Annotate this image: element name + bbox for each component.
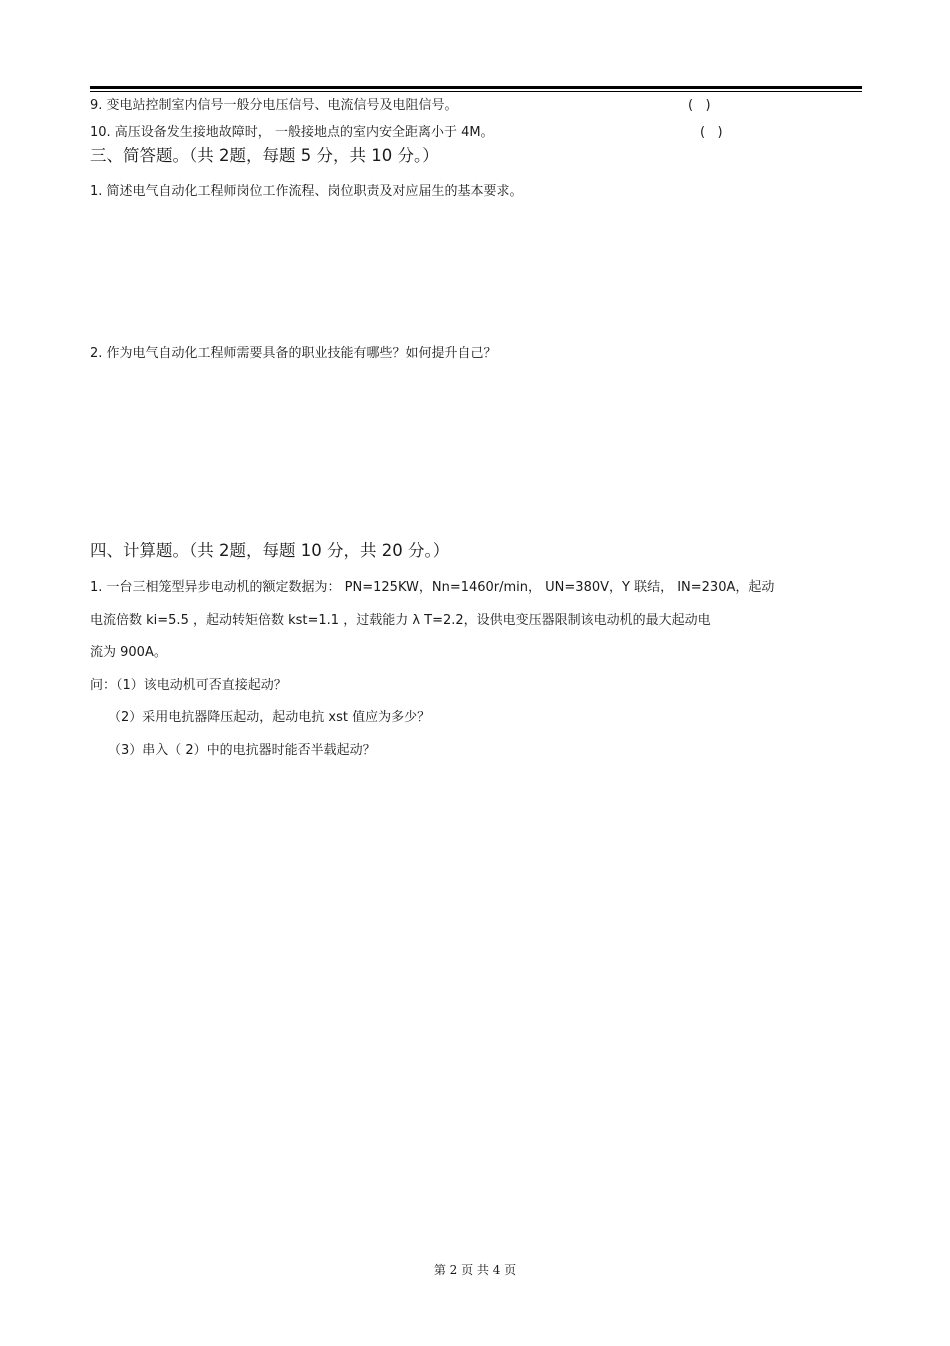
header-rule-thin	[90, 91, 862, 92]
calc-question-1-line-1: 1. 一台三相笼型异步电动机的额定数据为： PN=125KW，Nn=1460r/min， UN=380V，Y 联结， IN=230A，起动	[90, 580, 775, 595]
question-10-answer-blank: ( )	[700, 125, 723, 140]
calc-sub-question-3: （3）串入（ 2）中的电抗器时能否半载起动？	[108, 743, 376, 758]
calc-question-1-line-2: 电流倍数 ki=5.5 ，起动转矩倍数 kst=1.1 ，过载能力 λ T=2.2，设供电变压器限制该电动机的最大起动电	[90, 613, 711, 628]
section-4-heading: 四、计算题。（共 2题，每题 10 分，共 20 分。）	[90, 541, 450, 560]
short-answer-question-2: 2. 作为电气自动化工程师需要具备的职业技能有哪些？如何提升自己？	[90, 346, 497, 361]
page-footer: 第 2 页 共 4 页	[433, 1263, 517, 1277]
section-3-heading: 三、简答题。（共 2题，每题 5 分，共 10 分。）	[90, 146, 439, 165]
question-9-answer-blank: ( )	[688, 98, 711, 113]
calc-question-1-line-3: 流为 900A。	[90, 645, 167, 660]
calc-sub-question-2: （2）采用电抗器降压起动，起动电抗 xst 值应为多少？	[108, 710, 431, 725]
question-10-text: 10. 高压设备发生接地故障时， 一般接地点的室内安全距离小于 4M。	[90, 125, 494, 140]
header-rule-thick	[90, 86, 862, 89]
question-9-text: 9. 变电站控制室内信号一般分电压信号、电流信号及电阻信号。	[90, 98, 458, 113]
short-answer-question-1: 1. 简述电气自动化工程师岗位工作流程、岗位职责及对应届生的基本要求。	[90, 184, 523, 199]
calc-sub-question-1: 问：（1）该电动机可否直接起动？	[90, 678, 287, 693]
